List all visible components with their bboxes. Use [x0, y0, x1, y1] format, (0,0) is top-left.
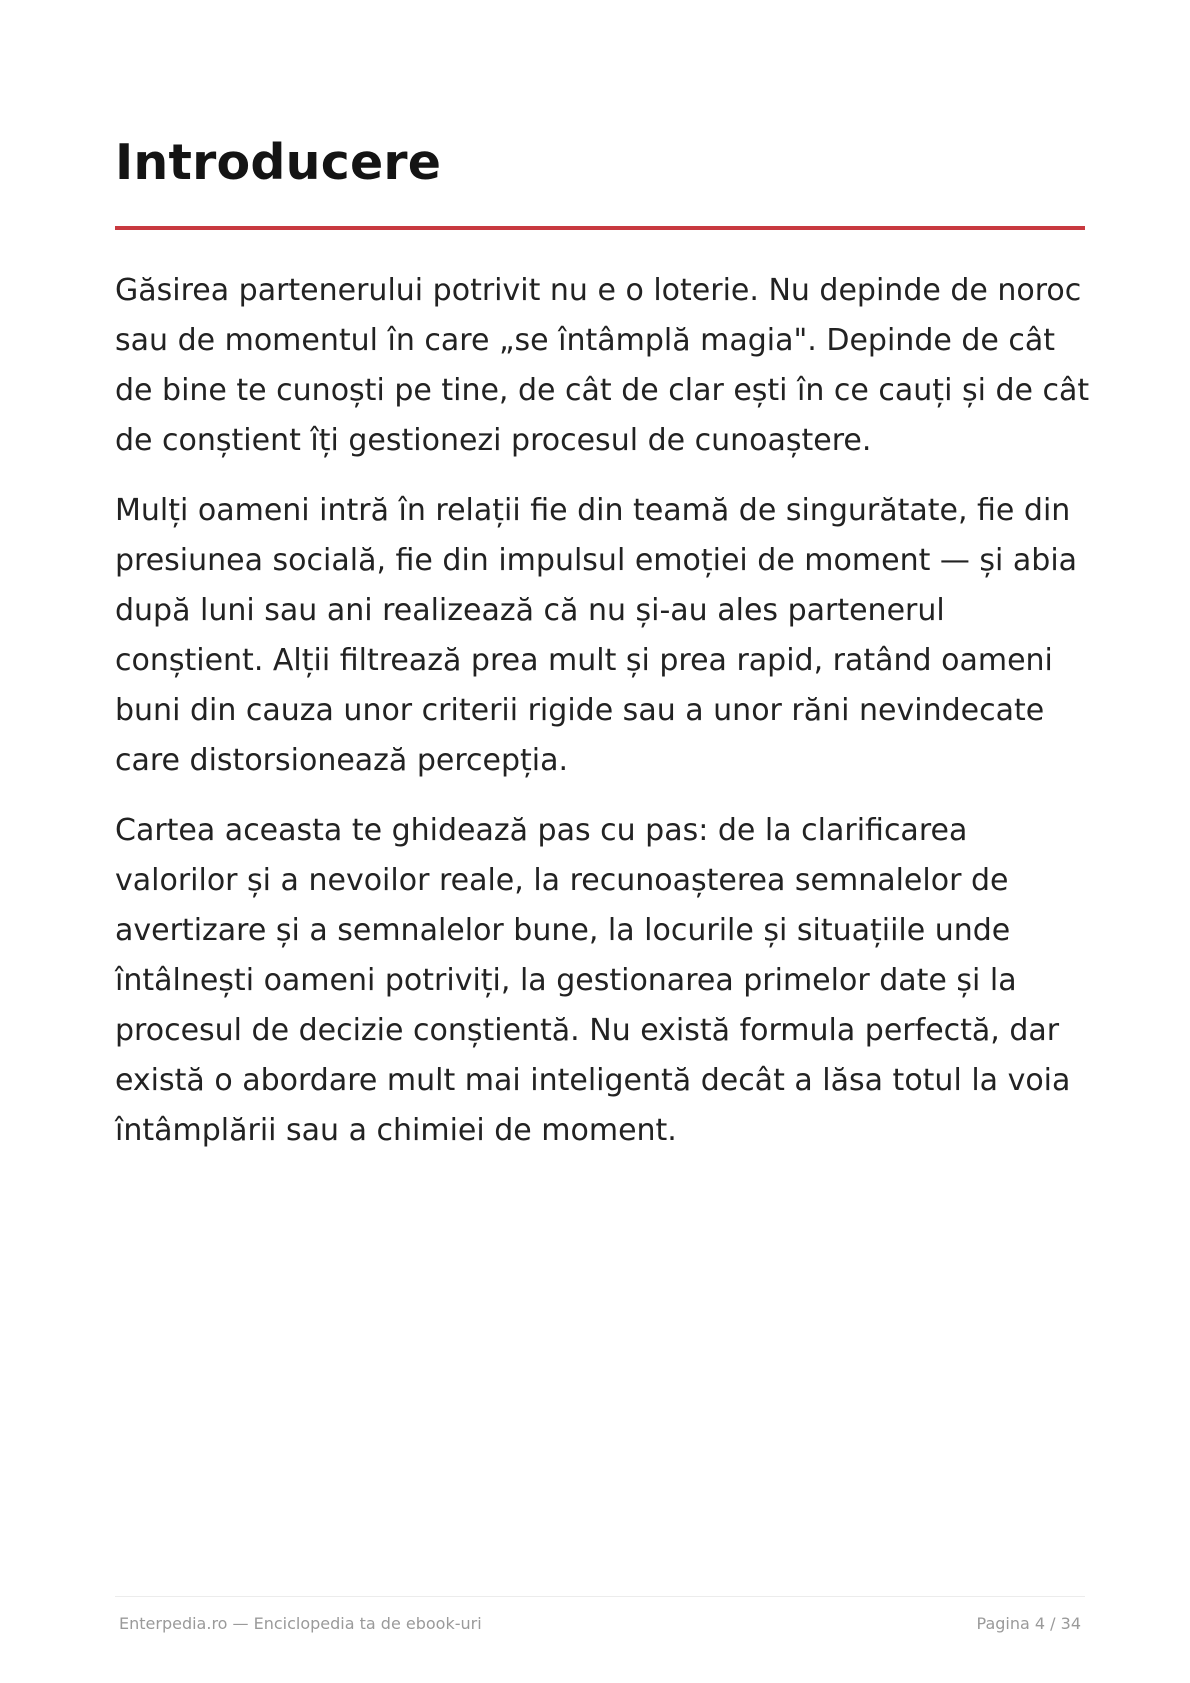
paragraph-3: Cartea aceasta te ghidează pas cu pas: de la clarificarea valorilor și a nevoilor reale, la recunoașterea semnalelor de avertizare și a semnalelor bune, la locurile și situațiile unde întâlnești oameni potriviți, la gestionarea primelor date și la procesul de decizie conștientă. Nu există formula perfectă, dar există o abordare mult mai inteligentă decât a lăsa totul la voia întâmplării sau a chimiei de moment.	[115, 813, 1071, 1148]
page-number: Pagina 4 / 34	[976, 1614, 1081, 1633]
body-text	[115, 266, 1090, 1176]
paragraph-1: Găsirea partenerului potrivit nu e o loterie. Nu depinde de noroc sau de momentul în care „se întâmplă magia". Depinde de cât de bine te cunoști pe tine, de cât de clar ești în ce cauți și de cât de conștient îți gestionezi procesul de cunoaștere.	[115, 273, 1090, 458]
footer-divider	[115, 1596, 1085, 1597]
footer-source: Enterpedia.ro — Enciclopedia ta de ebook-uri	[119, 1614, 482, 1633]
document-page	[115, 0, 1090, 1683]
paragraph-2: Mulți oameni intră în relații fie din teamă de singurătate, fie din presiunea socială, fie din impulsul emoției de moment — și abia după luni sau ani realizează că nu și-au ales partenerul conștient. Alții filtrează prea mult și prea rapid, ratând oameni buni din cauza unor criterii rigide sau a unor răni nevindecate care distorsionează percepția.	[115, 493, 1078, 778]
page-title: Introducere	[115, 134, 442, 191]
title-divider	[115, 226, 1085, 230]
